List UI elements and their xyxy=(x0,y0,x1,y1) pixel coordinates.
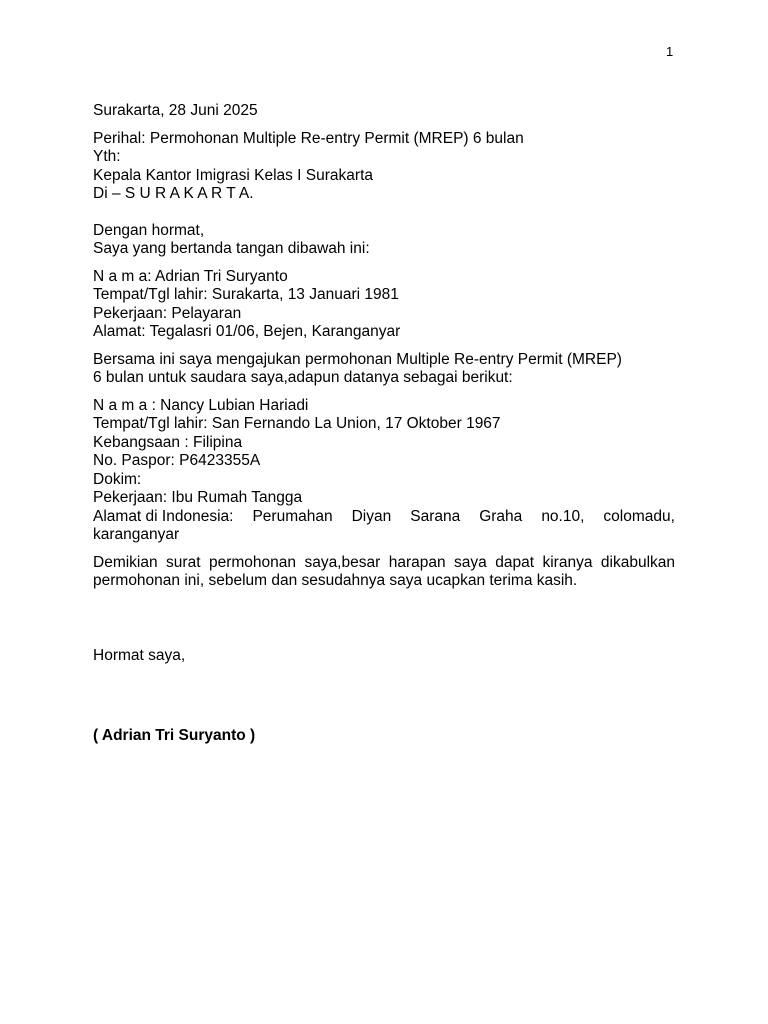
address-word: colomadu, xyxy=(603,507,675,525)
applicant-address: Alamat: Tegalasri 01/06, Bejen, Karanganyar xyxy=(93,323,401,340)
greeting: Dengan hormat, xyxy=(93,221,205,239)
applicant-job: Pekerjaan: Pelayaran xyxy=(93,304,242,322)
intro-line: Saya yang bertanda tangan dibawah ini: xyxy=(93,240,370,257)
closing-paragraph: Demikian surat permohonan saya,besar harapan saya dapat kiranya dikabulkan permohonan ini, sebelum dan sesudahnya saya ucapkan terima kasih. xyxy=(93,553,675,589)
beneficiary-name: N a m a : Nancy Lubian Hariadi xyxy=(93,396,309,414)
request-line-1: Bersama ini saya mengajukan permohonan Multiple Re-entry Permit (MREP) xyxy=(93,350,622,368)
beneficiary-passport: No. Paspor: P6423355A xyxy=(93,452,261,469)
beneficiary-dokim: Dokim: xyxy=(93,470,142,488)
addressee-yth: Yth: xyxy=(93,148,121,165)
addressee-recipient: Kepala Kantor Imigrasi Kelas I Surakarta xyxy=(93,166,373,184)
request-line-2: 6 bulan untuk saudara saya,adapun datanya sebagai berikut: xyxy=(93,369,513,386)
subject-line: Perihal: Permohonan Multiple Re-entry Permit (MREP) 6 bulan xyxy=(93,129,524,147)
address-label: Alamat di Indonesia: xyxy=(93,507,234,525)
beneficiary-birth: Tempat/Tgl lahir: San Fernando La Union, 17 Oktober 1967 xyxy=(93,415,501,432)
address-word: Graha xyxy=(479,507,523,525)
beneficiary-job: Pekerjaan: Ibu Rumah Tangga xyxy=(93,489,303,506)
applicant-name: N a m a: Adrian Tri Suryanto xyxy=(93,267,288,285)
letter-body xyxy=(93,102,675,746)
sign-off: Hormat saya, xyxy=(93,646,186,664)
address-word: no.10, xyxy=(541,507,585,525)
address-word: Sarana xyxy=(410,507,461,525)
applicant-birth: Tempat/Tgl lahir: Surakarta, 13 Januari 1981 xyxy=(93,286,399,303)
beneficiary-address-cont: karanganyar xyxy=(93,526,180,543)
addressee-location: Di – S U R A K A R T A. xyxy=(93,185,254,202)
beneficiary-address xyxy=(93,508,675,527)
address-word: Perumahan xyxy=(252,507,333,525)
page-number: 1 xyxy=(666,44,674,59)
address-word: Diyan xyxy=(351,507,392,525)
beneficiary-nationality: Kebangsaan : Filipina xyxy=(93,433,243,451)
date-line: Surakarta, 28 Juni 2025 xyxy=(93,102,258,119)
signature-name: ( Adrian Tri Suryanto ) xyxy=(93,727,256,744)
